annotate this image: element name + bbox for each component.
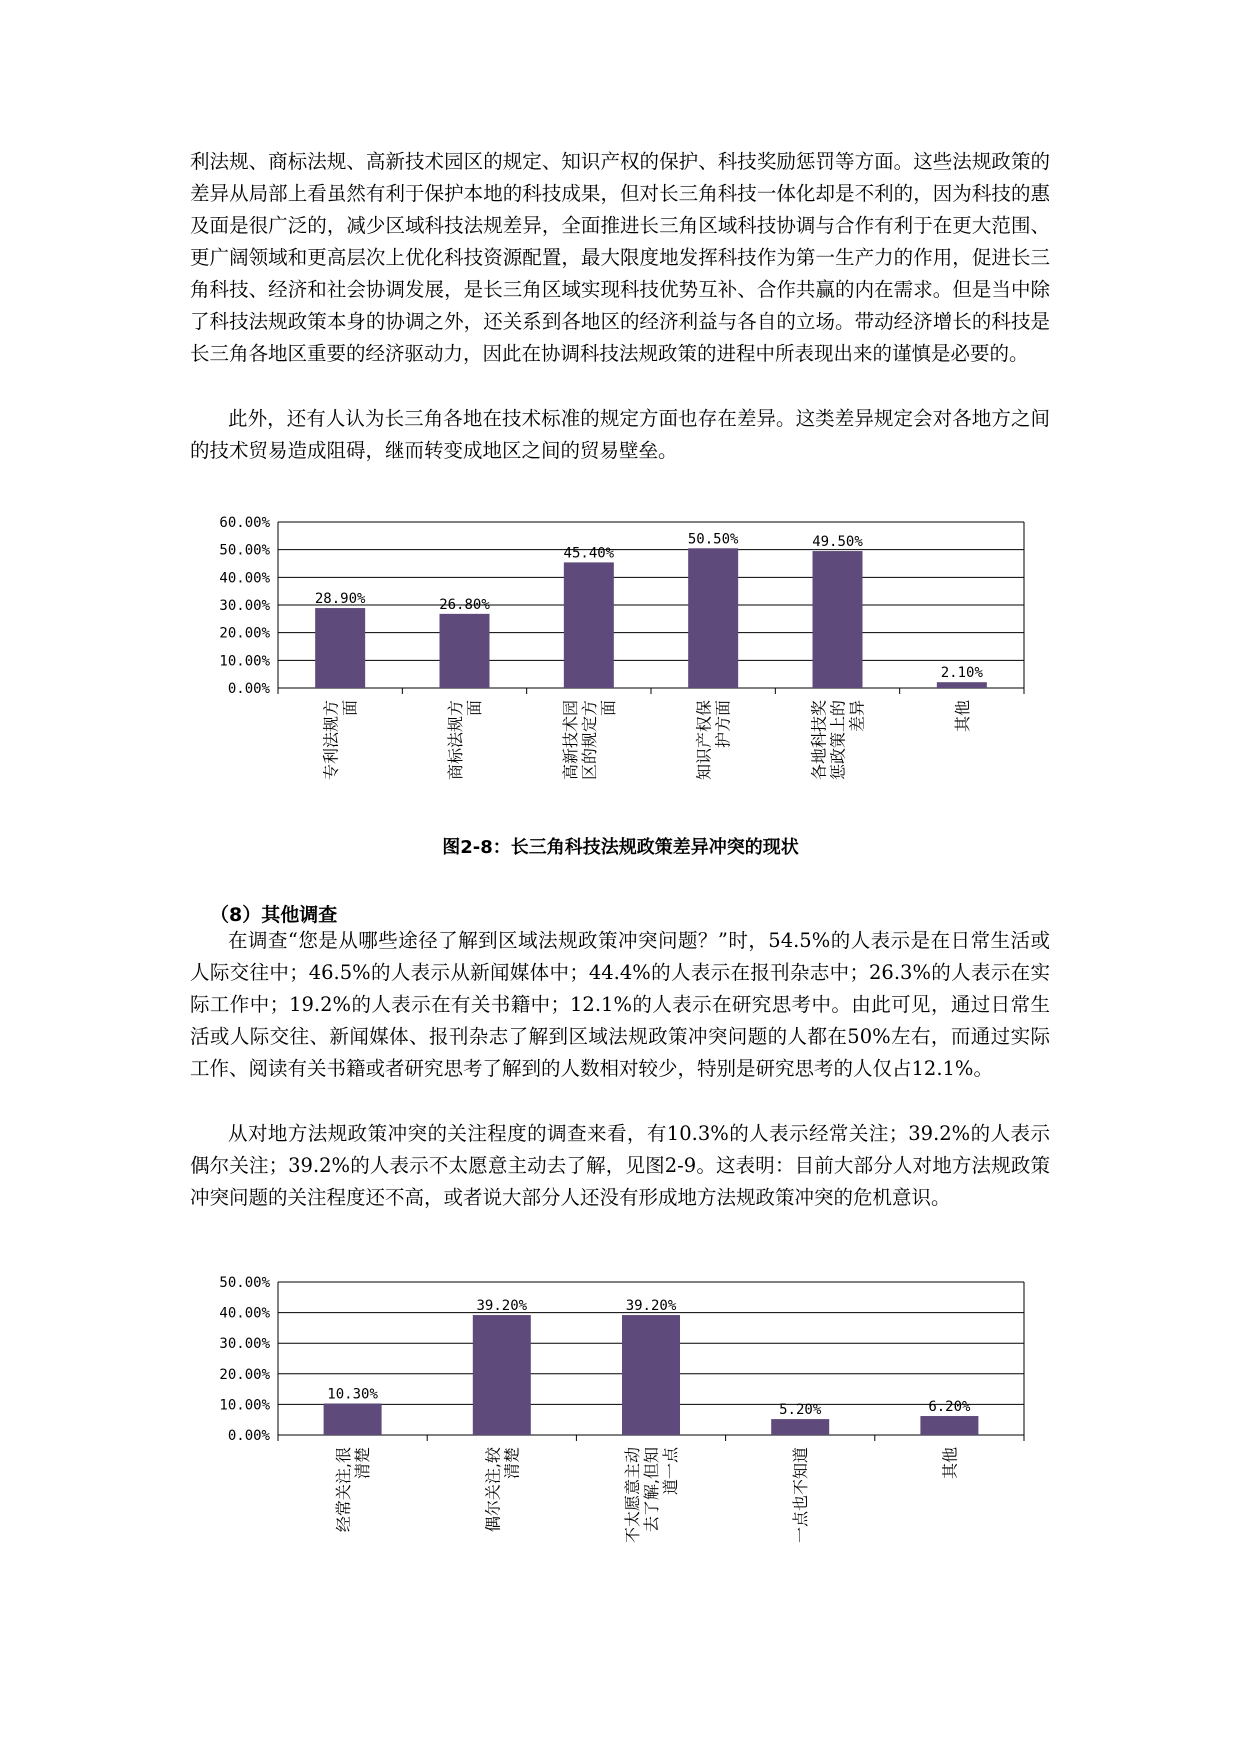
bar [622, 1315, 680, 1435]
category-label [322, 700, 360, 780]
category-label-line: 经常关注,很 [334, 1447, 354, 1533]
category-label [334, 1447, 372, 1532]
bar [920, 1416, 978, 1435]
category-label-line: 去了解,但知 [642, 1447, 661, 1533]
bar-value-label: 39.20% [476, 1298, 528, 1315]
figure-caption-2-8: 图2-8：长三角科技法规政策差异冲突的现状 [442, 837, 799, 858]
category-label [810, 700, 867, 780]
category-label [953, 700, 972, 732]
category-label-line: 护方面 [713, 700, 733, 749]
y-tick-label: 40.00% [219, 1305, 270, 1322]
category-label-line: 高新技术园 [560, 700, 580, 781]
bar-value-label: 5.20% [779, 1402, 822, 1419]
category-label-line: 面 [465, 700, 484, 717]
bar [937, 682, 987, 688]
y-tick-label: 0.00% [227, 1428, 270, 1444]
category-label-line: 惩政策上的 [828, 700, 848, 781]
category-label-line: 清楚 [502, 1447, 522, 1480]
bar [564, 562, 614, 688]
y-tick-label: 20.00% [219, 625, 270, 642]
bar-value-label: 39.20% [625, 1298, 677, 1315]
category-label-line: 各地科技奖 [809, 700, 829, 781]
bar-value-label: 45.40% [563, 545, 615, 562]
category-label [561, 700, 618, 780]
bar-value-label: 50.50% [687, 531, 739, 548]
body-paragraph-2: 此外，还有人认为长三角各地在技术标准的规定方面也存在差异。这类差异规定会对各地方之间的技术贸易造成阻碍，继而转变成地区之间的贸易壁垒。 [190, 407, 1050, 462]
category-label [940, 1447, 959, 1479]
category-label [623, 1446, 680, 1543]
chart-regional-policy-differences [0, 500, 1241, 820]
bar [771, 1419, 829, 1435]
y-tick-label: 60.00% [219, 515, 270, 531]
bar-value-label: 28.90% [314, 591, 366, 608]
bar [688, 548, 738, 688]
bar [315, 608, 365, 688]
category-label-line: 清楚 [353, 1447, 373, 1480]
bar-value-label: 26.80% [439, 596, 490, 613]
bar-value-label: 6.20% [928, 1399, 971, 1416]
category-label-line: 道一点 [661, 1447, 680, 1496]
bar-value-label: 2.10% [940, 665, 983, 682]
y-tick-label: 40.00% [219, 570, 270, 587]
category-label-line: 面 [340, 700, 360, 717]
category-label [791, 1447, 810, 1543]
y-tick-label: 0.00% [227, 681, 270, 697]
category-label [695, 700, 733, 780]
y-tick-label: 30.00% [219, 598, 270, 614]
bar [324, 1403, 382, 1435]
bar [473, 1315, 531, 1435]
y-tick-label: 50.00% [219, 542, 270, 559]
bar-value-label: 49.50% [812, 534, 863, 551]
category-label [483, 1446, 521, 1532]
body-paragraph-1: 利法规、商标法规、高新技术园区的规定、知识产权的保护、科技奖励惩罚等方面。这些法规政策的差异从局部上看虽然有利于保护本地的科技成果，但对长三角科技一体化却是不利的，因为科技的惠及面是很广泛的，减少区域科技法规差异，全面推进长三角区域科技协调与合作有利于在更大范围、更广阔领域和更高层次上优化科技资源配置，最大限度地发挥科技作为第一生产力的作用，促进长三角科技、经济和社会协调发展，是长三角区域实现科技优势互补、合作共赢的内在需求。但是当中除了科技法规政策本身的协调之外，还关系到各地区的经济利益与各自的立场。带动经济增长的科技是长三角各地区重要的经济驱动力，因此在协调科技法规政策的进程中所表现出来的谨慎是必要的。 [190, 150, 1050, 365]
category-label-line: 不太愿意主动 [623, 1447, 642, 1544]
category-label-line: 区的规定方 [579, 700, 599, 781]
y-tick-label: 20.00% [219, 1366, 270, 1383]
body-paragraph-3: 在调查“您是从哪些途径了解到区域法规政策冲突问题？”时，54.5%的人表示是在日常生活或人际交往中；46.5%的人表示从新闻媒体中；44.4%的人表示在报刊杂志中；26.3%的人表示在实际工作中；19.2%的人表示在有关书籍中；12.1%的人表示在研究思考中。由此可见，通过日常生活或人际交往、新闻媒体、报刊杂志了解到区域法规政策冲突问题的人都在50%左右，而通过实际工作、阅读有关书籍或者研究思考了解到的人数相对较少，特别是研究思考的人仅占12.1%。 [190, 929, 1050, 1080]
section-heading-other-survey: （8）其他调查 [210, 904, 338, 926]
bar [440, 614, 490, 688]
y-tick-label: 30.00% [219, 1336, 270, 1353]
category-label-line: 偶尔关注,较 [483, 1447, 503, 1533]
category-label-line: 专利法规方 [321, 700, 341, 781]
category-label-line: 面 [598, 700, 618, 717]
category-label-line: 其他 [940, 1447, 960, 1480]
y-tick-label: 10.00% [219, 653, 270, 670]
bar [813, 551, 863, 688]
chart-attention-level [0, 1260, 1241, 1560]
y-tick-label: 10.00% [219, 1397, 270, 1414]
category-label-line: 一点也不知道 [791, 1447, 811, 1544]
y-tick-label: 50.00% [219, 1275, 270, 1291]
category-label-line: 知识产权保 [694, 700, 714, 781]
body-paragraph-4: 从对地方法规政策冲突的关注程度的调查来看，有10.3%的人表示经常关注；39.2%的人表示偶尔关注；39.2%的人表示不太愿意主动去了解，见图2-9。这表明：目前大部分人对地方法规政策冲突问题的关注程度还不高，或者说大部分人还没有形成地方法规政策冲突的危机意识。 [190, 1122, 1050, 1209]
category-label-line: 商标法规方 [446, 700, 465, 781]
category-label-line: 其他 [952, 700, 972, 733]
category-label-line: 差异 [847, 700, 867, 733]
category-label [446, 700, 484, 780]
bar-value-label: 10.30% [327, 1386, 378, 1403]
